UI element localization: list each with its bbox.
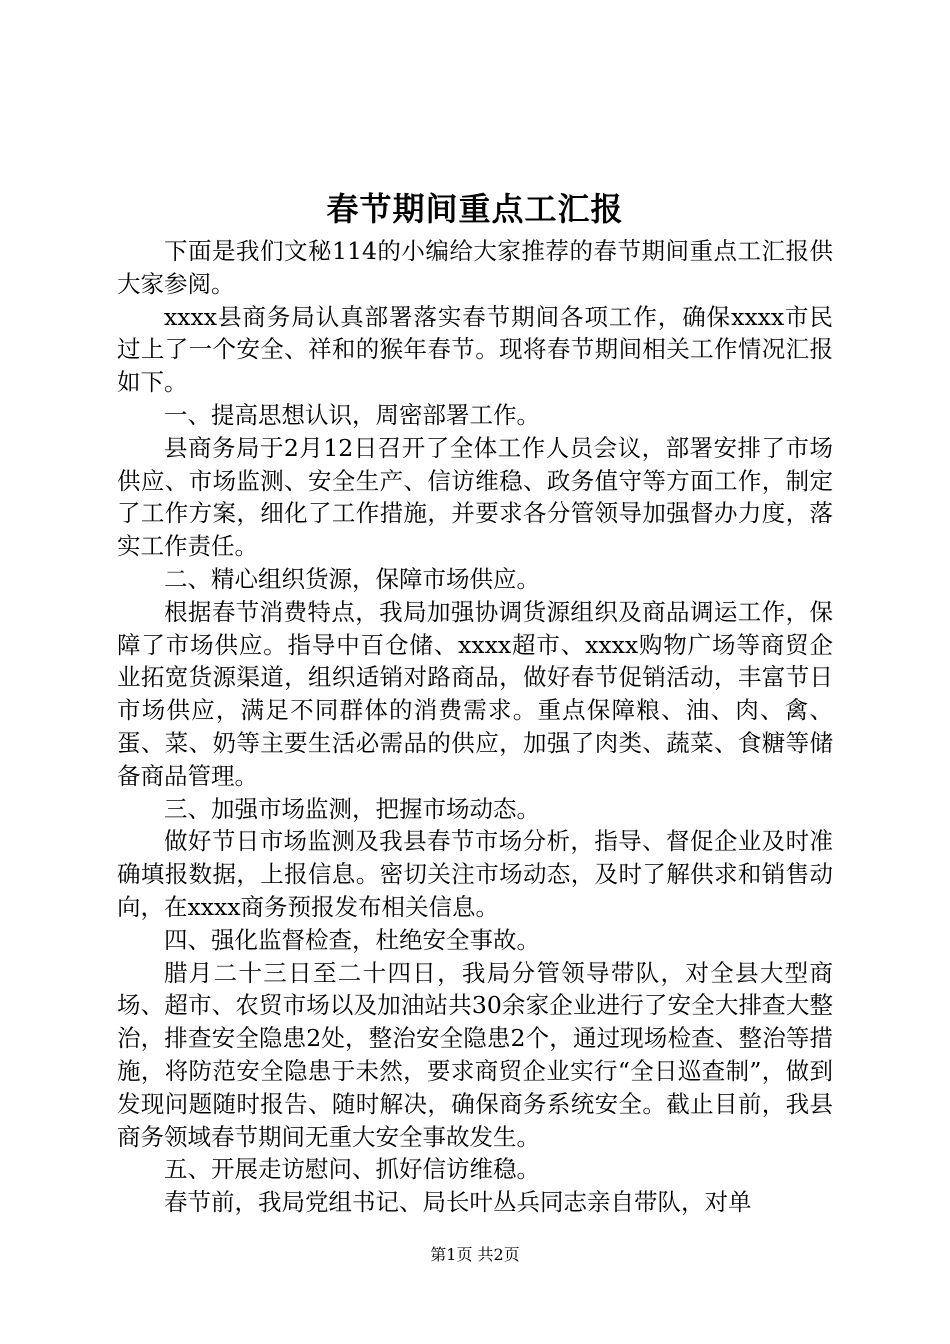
document-title: 春节期间重点工汇报 <box>326 190 624 228</box>
paragraph-section-2: 根据春节消费特点，我局加强协调货源组织及商品调运工作，保障了市场供应。指导中百仓储、xxxx超市、xxxx购物广场等商贸企业拓宽货源渠道，组织适销对路商品，做好春节促销活动，丰富节日市场供应，满足不同群体的消费需求。重点保障粮、油、肉、禽、蛋、菜、奶等主要生活必需品的供应，加强了肉类、蔬菜、食糖等储备商品管理。 <box>117 597 833 790</box>
page-footer: 第1页 共2页 <box>430 1245 520 1264</box>
paragraph-section-5: 春节前，我局党组书记、局长叶丛兵同志亲自带队，对单 <box>164 1188 752 1217</box>
paragraph-overview: xxxx县商务局认真部署落实春节期间各项工作，确保xxxx市民过上了一个安全、祥和的猴年春节。现将春节期间相关工作情况汇报如下。 <box>117 302 833 397</box>
paragraph-section-1: 县商务局于2月12日召开了全体工作人员会议，部署安排了市场供应、市场监测、安全生产、信访维稳、政务值守等方面工作，制定了工作方案，细化了工作措施，并要求各分管领导加强督办力度，落实工作责任。 <box>117 433 833 561</box>
section-heading-5: 五、开展走访慰问、抓好信访维稳。 <box>164 1155 540 1184</box>
section-heading-1: 一、提高思想认识，周密部署工作。 <box>164 400 540 429</box>
section-heading-4: 四、强化监督检查，杜绝安全事故。 <box>164 925 540 954</box>
section-heading-2: 二、精心组织货源，保障市场供应。 <box>164 564 540 593</box>
paragraph-section-3: 做好节日市场监测及我县春节市场分析，指导、督促企业及时准确填报数据，上报信息。密切关注市场动态，及时了解供求和销售动向，在xxxx商务预报发布相关信息。 <box>117 827 833 921</box>
paragraph-section-4: 腊月二十三日至二十四日，我局分管领导带队，对全县大型商场、超市、农贸市场以及加油站共30余家企业进行了安全大排查大整治，排查安全隐患2处，整治安全隐患2个，通过现场检查、整治等措施，将防范安全隐患于未然，要求商贸企业实行“全日巡查制”，做到发现问题随时报告、随时解决，确保商务系统安全。截止目前，我县商务领域春节期间无重大安全事故发生。 <box>117 958 833 1151</box>
section-heading-3: 三、加强市场监测，把握市场动态。 <box>164 794 540 823</box>
document-body <box>117 235 833 1219</box>
paragraph-intro: 下面是我们文秘114的小编给大家推荐的春节期间重点工汇报供大家参阅。 <box>117 237 833 298</box>
